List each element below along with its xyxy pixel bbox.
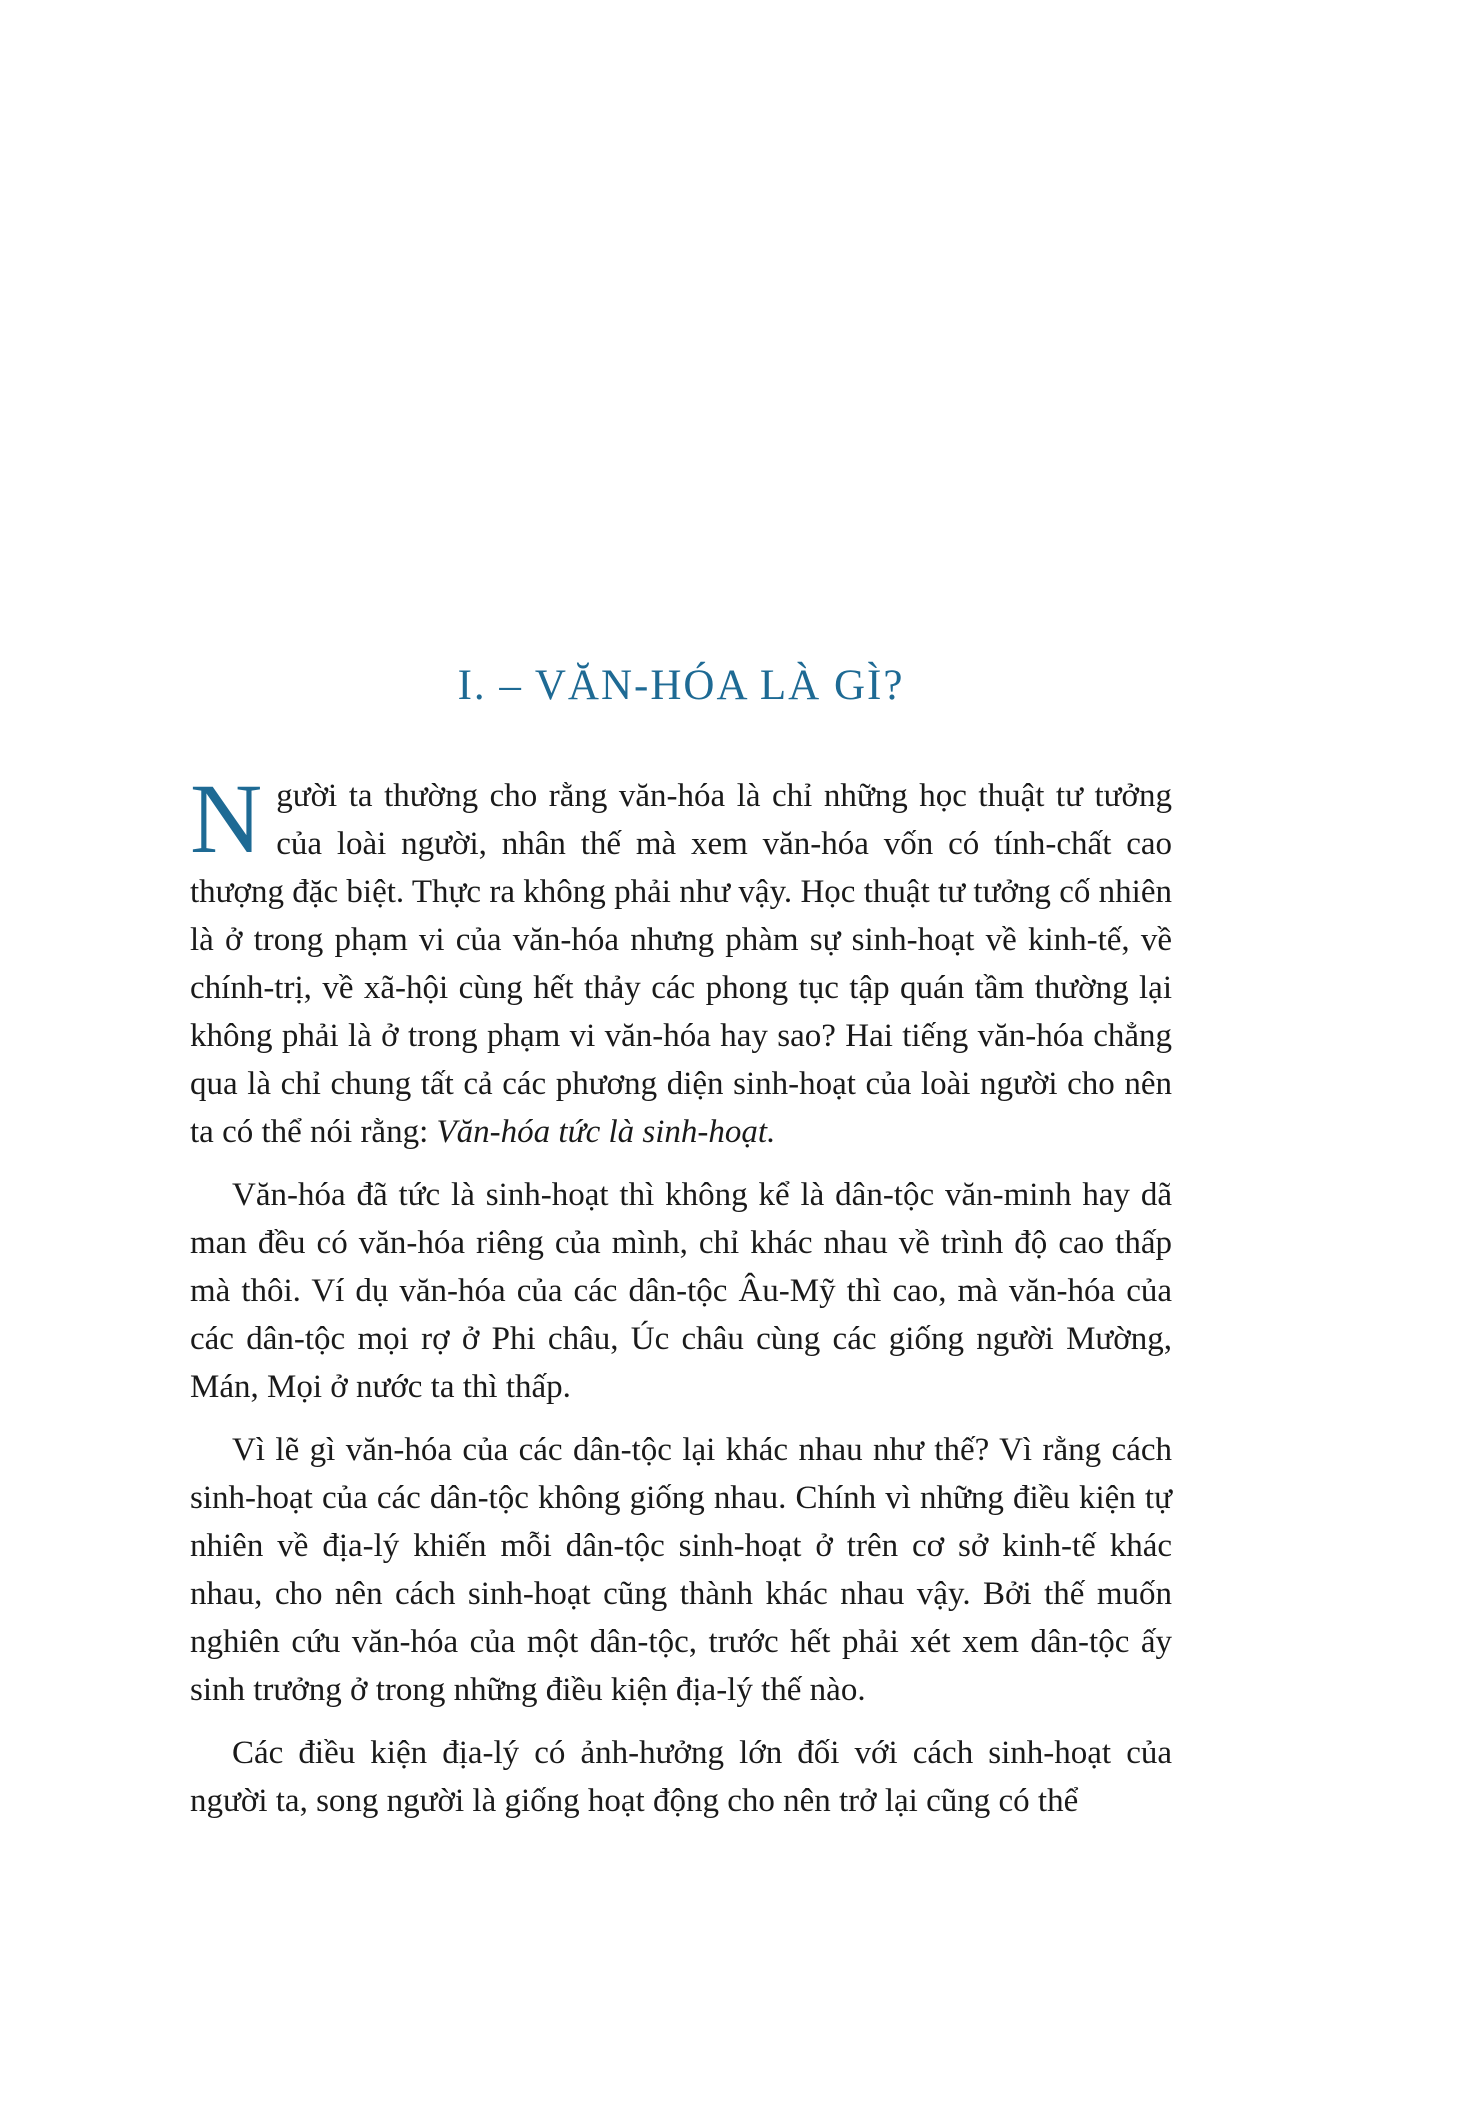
- paragraph: Các điều kiện địa-lý có ảnh-hưởng lớn đối với cách sinh-hoạt của người ta, song người là giống hoạt động cho nên trở lại cũng có thể: [190, 1735, 1172, 1819]
- article-body: [190, 763, 1172, 1825]
- paragraph: Văn-hóa đã tức là sinh-hoạt thì không kể là dân-tộc văn-minh hay dã man đều có văn-hóa riêng của mình, chỉ khác nhau về trình độ cao thấp mà thôi. Ví dụ văn-hóa của các dân-tộc Âu-Mỹ thì cao, mà văn-hóa của các dân-tộc mọi rợ ở Phi châu, Úc châu cùng các giống người Mường, Mán, Mọi ở nước ta thì thấp.: [190, 1177, 1172, 1405]
- paragraph-text: gười ta thường cho rằng văn-hóa là chỉ những học thuật tư tưởng của loài người, nhân thế mà xem văn-hóa vốn có tính-chất cao thượng đặc biệt. Thực ra không phải như vậy. Học thuật tư tưởng cố nhiên là ở trong phạm vi của văn-hóa nhưng phàm sự sinh-hoạt về kinh-tế, về chính-trị, về xã-hội cùng hết thảy các phong tục tập quán tầm thường lại không phải là ở trong phạm vi văn-hóa hay sao? Hai tiếng văn-hóa chẳng qua là chỉ chung tất cả các phương diện sinh-hoạt của loài người cho nên ta có thể nói rằng:: [190, 778, 1172, 1150]
- paragraph-emphasis: Văn-hóa tức là sinh-hoạt.: [436, 1114, 776, 1150]
- page-content: [190, 662, 1172, 1825]
- drop-cap-letter: N: [190, 763, 263, 874]
- section-title: I. – VĂN-HÓA LÀ GÌ?: [457, 662, 905, 709]
- paragraph: Vì lẽ gì văn-hóa của các dân-tộc lại khác nhau như thế? Vì rằng cách sinh-hoạt của các dân-tộc không giống nhau. Chính vì những điều kiện tự nhiên về địa-lý khiến mỗi dân-tộc sinh-hoạt ở trên cơ sở kinh-tế khác nhau, cho nên cách sinh-hoạt cũng thành khác nhau vậy. Bởi thế muốn nghiên cứu văn-hóa của một dân-tộc, trước hết phải xét xem dân-tộc ấy sinh trưởng ở trong những điều kiện địa-lý thế nào.: [190, 1432, 1172, 1708]
- paragraph-first: [190, 763, 1172, 1156]
